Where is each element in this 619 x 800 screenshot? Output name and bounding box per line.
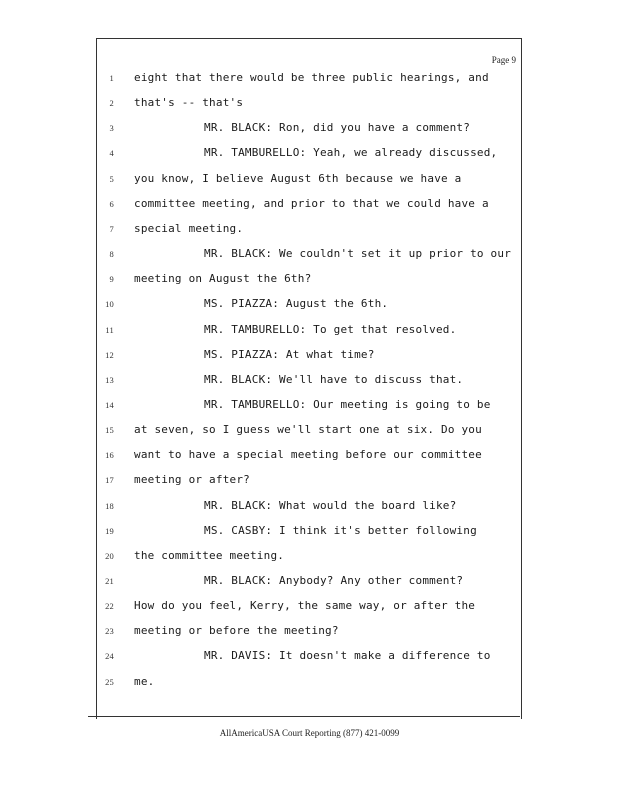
line-number: 4 bbox=[109, 148, 114, 159]
transcript-line bbox=[100, 268, 515, 290]
transcript-line bbox=[100, 495, 515, 517]
line-number: 22 bbox=[105, 601, 114, 612]
line-number: 19 bbox=[105, 525, 114, 536]
line-text: How do you feel, Kerry, the same way, or after the bbox=[134, 599, 476, 613]
line-number: 18 bbox=[105, 500, 114, 511]
transcript-line bbox=[100, 293, 515, 315]
transcript-line bbox=[100, 67, 515, 89]
line-text: MR. BLACK: Anybody? Any other comment? bbox=[204, 574, 464, 587]
line-text: meeting or after? bbox=[134, 473, 250, 487]
line-number: 5 bbox=[109, 173, 114, 184]
line-number: 11 bbox=[105, 324, 114, 335]
line-number: 17 bbox=[105, 475, 114, 486]
line-text: MR. TAMBURELLO: Our meeting is going to be bbox=[204, 397, 491, 411]
line-text: MR. BLACK: We'll have to discuss that. bbox=[204, 372, 464, 386]
transcript-line bbox=[100, 545, 515, 567]
transcript-line bbox=[100, 319, 515, 341]
transcript-line bbox=[100, 218, 515, 240]
transcript-line bbox=[100, 92, 515, 114]
transcript-line bbox=[100, 369, 515, 391]
transcript-line bbox=[100, 444, 515, 466]
line-number: 25 bbox=[105, 676, 114, 687]
line-number: 3 bbox=[109, 123, 114, 134]
line-text: MS. CASBY: I think it's better following bbox=[204, 523, 477, 537]
transcript-line bbox=[100, 570, 515, 592]
line-number: 10 bbox=[105, 299, 114, 310]
transcript-line bbox=[100, 117, 515, 139]
line-text: eight that there would be three public hearings, and bbox=[134, 71, 489, 84]
line-number: 13 bbox=[105, 374, 114, 385]
line-number: 21 bbox=[105, 576, 114, 586]
line-text: at seven, so I guess we'll start one at six. Do you bbox=[134, 423, 482, 437]
transcript-line bbox=[100, 595, 515, 617]
page-number: Page 9 bbox=[491, 55, 516, 65]
line-number: 7 bbox=[109, 223, 114, 234]
line-text: MR. BLACK: We couldn't set it up prior to our bbox=[204, 247, 512, 261]
transcript-line bbox=[100, 243, 515, 265]
line-text: MS. PIAZZA: At what time? bbox=[204, 347, 375, 361]
line-text: the committee meeting. bbox=[134, 548, 285, 562]
line-number: 14 bbox=[105, 399, 114, 410]
line-text: want to have a special meeting before our committee bbox=[134, 448, 482, 462]
transcript-line bbox=[100, 394, 515, 416]
line-number: 24 bbox=[105, 651, 114, 662]
line-text: MR. TAMBURELLO: Yeah, we already discussed, bbox=[204, 146, 498, 160]
line-number: 9 bbox=[109, 274, 114, 285]
transcript-line bbox=[100, 344, 515, 366]
line-number: 6 bbox=[109, 198, 114, 209]
line-number: 12 bbox=[105, 349, 114, 360]
line-number: 23 bbox=[105, 626, 114, 637]
line-text: special meeting. bbox=[134, 221, 244, 235]
transcript-line bbox=[100, 419, 515, 441]
line-text: that's -- that's bbox=[134, 96, 244, 110]
transcript-line bbox=[100, 142, 515, 164]
line-text: MS. PIAZZA: August the 6th. bbox=[204, 297, 389, 311]
line-text: meeting on August the 6th? bbox=[134, 272, 312, 286]
line-number: 20 bbox=[105, 550, 114, 561]
line-number: 16 bbox=[105, 450, 114, 461]
line-number: 1 bbox=[109, 73, 114, 83]
transcript-line bbox=[100, 520, 515, 542]
transcript-line bbox=[100, 168, 515, 190]
transcript-line bbox=[100, 469, 515, 491]
line-text: MR. BLACK: Ron, did you have a comment? bbox=[204, 121, 471, 135]
line-text: MR. TAMBURELLO: To get that resolved. bbox=[204, 322, 457, 336]
line-number: 2 bbox=[109, 98, 114, 109]
line-number: 8 bbox=[109, 249, 114, 260]
line-text: me. bbox=[134, 674, 155, 688]
footer-reporter-info: AllAmericaUSA Court Reporting (877) 421-0099 bbox=[219, 728, 400, 738]
line-text: MR. BLACK: What would the board like? bbox=[204, 498, 457, 512]
line-text: committee meeting, and prior to that we could have a bbox=[134, 196, 489, 210]
transcript-line bbox=[100, 193, 515, 215]
page-bottom-rule bbox=[88, 716, 520, 717]
transcript-line bbox=[100, 645, 515, 667]
line-text: meeting or before the meeting? bbox=[134, 624, 339, 638]
line-text: you know, I believe August 6th because we have a bbox=[134, 171, 462, 185]
transcript-line bbox=[100, 620, 515, 642]
line-number: 15 bbox=[105, 425, 114, 436]
transcript-line bbox=[100, 671, 515, 693]
line-text: MR. DAVIS: It doesn't make a difference to bbox=[204, 649, 491, 663]
